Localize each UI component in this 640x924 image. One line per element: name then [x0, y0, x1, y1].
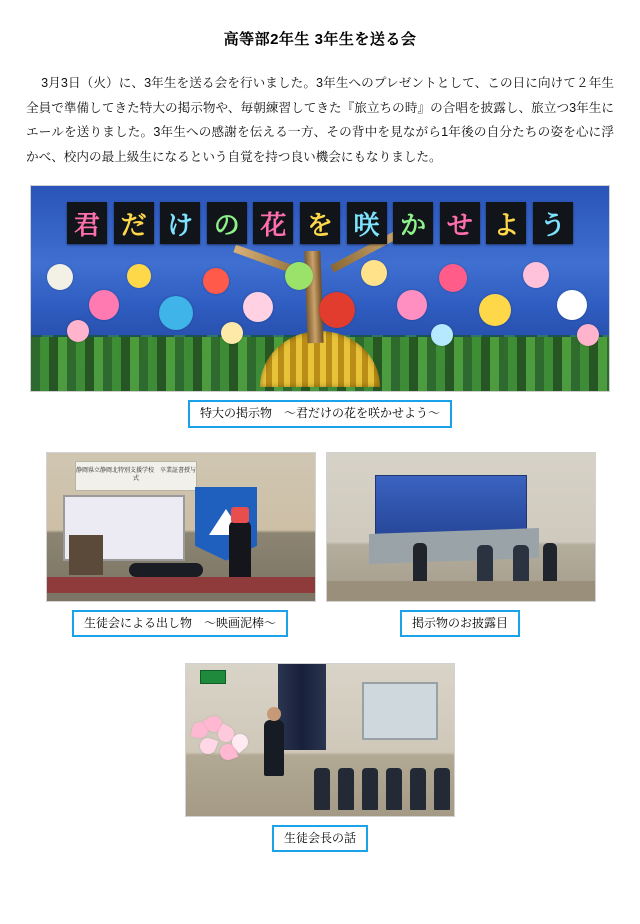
board-character: せ [440, 202, 480, 244]
stage-carpet [47, 577, 315, 593]
seated-student [362, 768, 378, 810]
student-figure [513, 545, 529, 583]
board-character: 花 [253, 202, 293, 244]
board-character: 君 [67, 202, 107, 244]
performer-lying [129, 563, 203, 577]
paper-flower [243, 292, 273, 322]
gym-floor [327, 581, 595, 601]
middle-photo-row [18, 452, 622, 637]
speaking-student [264, 720, 284, 776]
paper-flower [439, 264, 467, 292]
performer-standing [229, 521, 251, 579]
seated-student [434, 768, 450, 810]
board-character: う [533, 202, 573, 244]
photo-column-right [326, 452, 594, 637]
podium [69, 535, 103, 575]
paper-flower [319, 292, 355, 328]
photo-board-display [30, 185, 610, 392]
document-page [0, 28, 640, 924]
board-character: よ [486, 202, 526, 244]
seated-student [314, 768, 330, 810]
ceremony-banner: 静岡県立静岡北特別支援学校 卒業証書授与式 [75, 461, 197, 491]
student-figure [477, 545, 493, 583]
photo-council-president-speech [185, 663, 455, 817]
unveiled-board [375, 475, 527, 535]
board-character: を [300, 202, 340, 244]
seated-student [338, 768, 354, 810]
stage-curtain [278, 664, 326, 750]
paper-flower [127, 264, 151, 288]
paper-flower [159, 296, 193, 330]
photo-student-council-performance [46, 452, 316, 602]
seated-student [386, 768, 402, 810]
caption-row-speech [185, 825, 455, 852]
paper-flower [557, 290, 587, 320]
window [362, 682, 438, 740]
paper-flower [397, 290, 427, 320]
student-figure [543, 543, 557, 583]
student-figure [413, 543, 427, 583]
board-character: の [207, 202, 247, 244]
caption-row-unveiling [326, 610, 594, 637]
paper-flower [203, 268, 229, 294]
body-paragraph-text: 3月3日（火）に、3年生を送る会を行いました。3年生へのプレゼントとして、この日に向けて２年生全員で準備してきた特大の掲示物や、毎朝練習してきた『旅立ちの時』の合唱を披露し、旅立つ3年生にエールを送りました。3年生への感謝を伝える一方、その背中を見ながら1年後の自分たちの姿を心に浮かべ、校内の最上級生になるという自覚を持つ良い機会にもなりました。 [26, 76, 614, 164]
caption-row-performance [46, 610, 314, 637]
seated-student [410, 768, 426, 810]
paper-flower [361, 260, 387, 286]
photo-board-unveiling [326, 452, 596, 602]
photo-caption-speech: 生徒会長の話 [272, 825, 368, 852]
body-paragraph [18, 71, 622, 169]
paper-flower [47, 264, 73, 290]
paper-flower [285, 262, 313, 290]
exit-sign-icon [200, 670, 226, 684]
blossom-petal [198, 736, 219, 757]
photo-caption-performance: 生徒会による出し物 〜映画泥棒〜 [72, 610, 288, 637]
cherry-blossom-decoration [192, 716, 248, 772]
photo-caption-unveiling: 掲示物のお披露目 [400, 610, 520, 637]
photo-caption-board: 特大の掲示物 〜君だけの花を咲かせよう〜 [188, 400, 452, 427]
paper-flower [523, 262, 549, 288]
board-character: 咲 [347, 202, 387, 244]
paper-flower [89, 290, 119, 320]
photo-column-left [46, 452, 314, 637]
board-character: け [160, 202, 200, 244]
board-character: か [393, 202, 433, 244]
paper-flower [479, 294, 511, 326]
bottom-photo-row [18, 663, 622, 852]
audience-chair-row [300, 746, 450, 810]
board-title-row [67, 200, 573, 246]
board-character: だ [114, 202, 154, 244]
page-title: 高等部2年生 3年生を送る会 [223, 31, 417, 48]
caption-row-board [18, 400, 622, 427]
